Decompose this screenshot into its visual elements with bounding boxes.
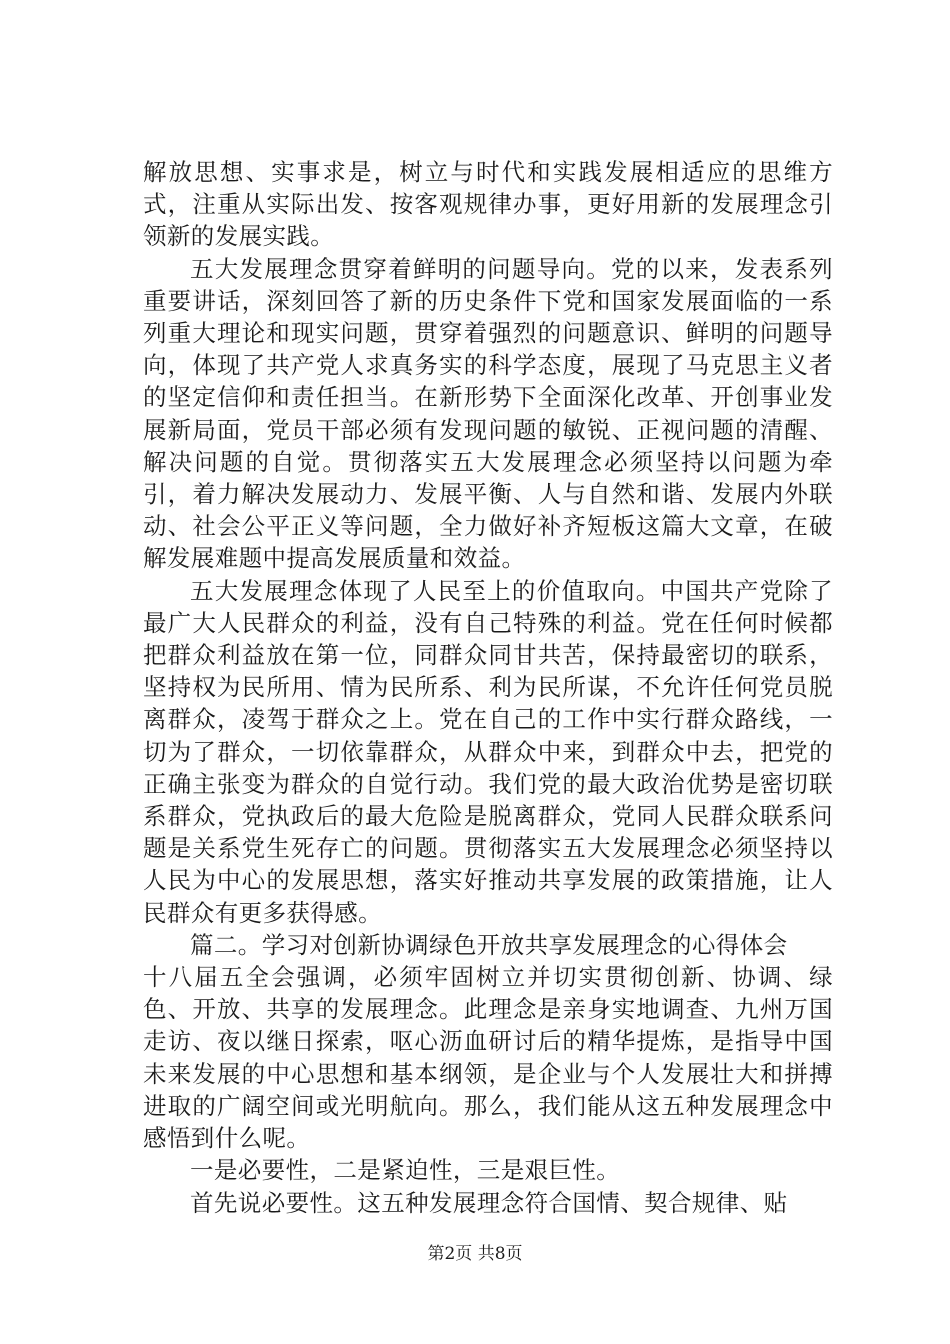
paragraph-5: 十八届五全会强调，必须牢固树立并切实贯彻创新、协调、绿色、开放、共享的发展理念。此理念是亲身实地调查、九州万国走访、夜以继日探索，呕心沥血研讨后的精华提炼，是指导中国未来发展的中心思想和基本纲领，是企业与个人发展壮大和拼搏进取的广阔空间或光明航向。那么，我们能从这五种发展理念中感悟到什么呢。 (143, 963, 833, 1153)
page-footer (0, 1243, 950, 1265)
paragraph-7: 首先说必要性。这五种发展理念符合国情、契合规律、贴 (190, 1188, 788, 1217)
paragraph-4-heading: 篇二。学习对创新协调绿色开放共享发展理念的心得体会 (190, 930, 788, 959)
paragraph-6: 一是必要性，二是紧迫性，三是艰巨性。 (190, 1156, 621, 1185)
document-body (143, 156, 833, 1219)
paragraph-1: 解放思想、实事求是，树立与时代和实践发展相适应的思维方式，注重从实际出发、按客观规律办事，更好用新的发展理念引领新的发展实践。 (143, 158, 833, 251)
page-number-label: 第2页 共8页 (427, 1244, 523, 1264)
paragraph-3: 五大发展理念体现了人民至上的价值取向。中国共产党除了最广大人民群众的利益，没有自己特殊的利益。党在任何时候都把群众利益放在第一位，同群众同甘共苦，保持最密切的联系，坚持权为民所用、情为民所系、利为民所谋，不允许任何党员脱离群众，凌驾于群众之上。党在自己的工作中实行群众路线，一切为了群众，一切依靠群众，从群众中来，到群众中去，把党的正确主张变为群众的自觉行动。我们党的最大政治优势是密切联系群众，党执政后的最大危险是脱离群众，党同人民群众联系问题是关系党生死存亡的问题。贯彻落实五大发展理念必须坚持以人民为中心的发展思想，落实好推动共享发展的政策措施，让人民群众有更多获得感。 (143, 576, 833, 927)
paragraph-2: 五大发展理念贯穿着鲜明的问题导向。党的以来，发表系列重要讲话，深刻回答了新的历史条件下党和国家发展面临的一系列重大理论和现实问题，贯穿着强烈的问题意识、鲜明的问题导向，体现了共产党人求真务实的科学态度，展现了马克思主义者的坚定信仰和责任担当。在新形势下全面深化改革、开创事业发展新局面，党员干部必须有发现问题的敏锐、正视问题的清醒、解决问题的自觉。贯彻落实五大发展理念必须坚持以问题为牵引，着力解决发展动力、发展平衡、人与自然和谐、发展内外联动、社会公平正义等问题，全力做好补齐短板这篇大文章，在破解发展难题中提高发展质量和效益。 (143, 254, 833, 573)
